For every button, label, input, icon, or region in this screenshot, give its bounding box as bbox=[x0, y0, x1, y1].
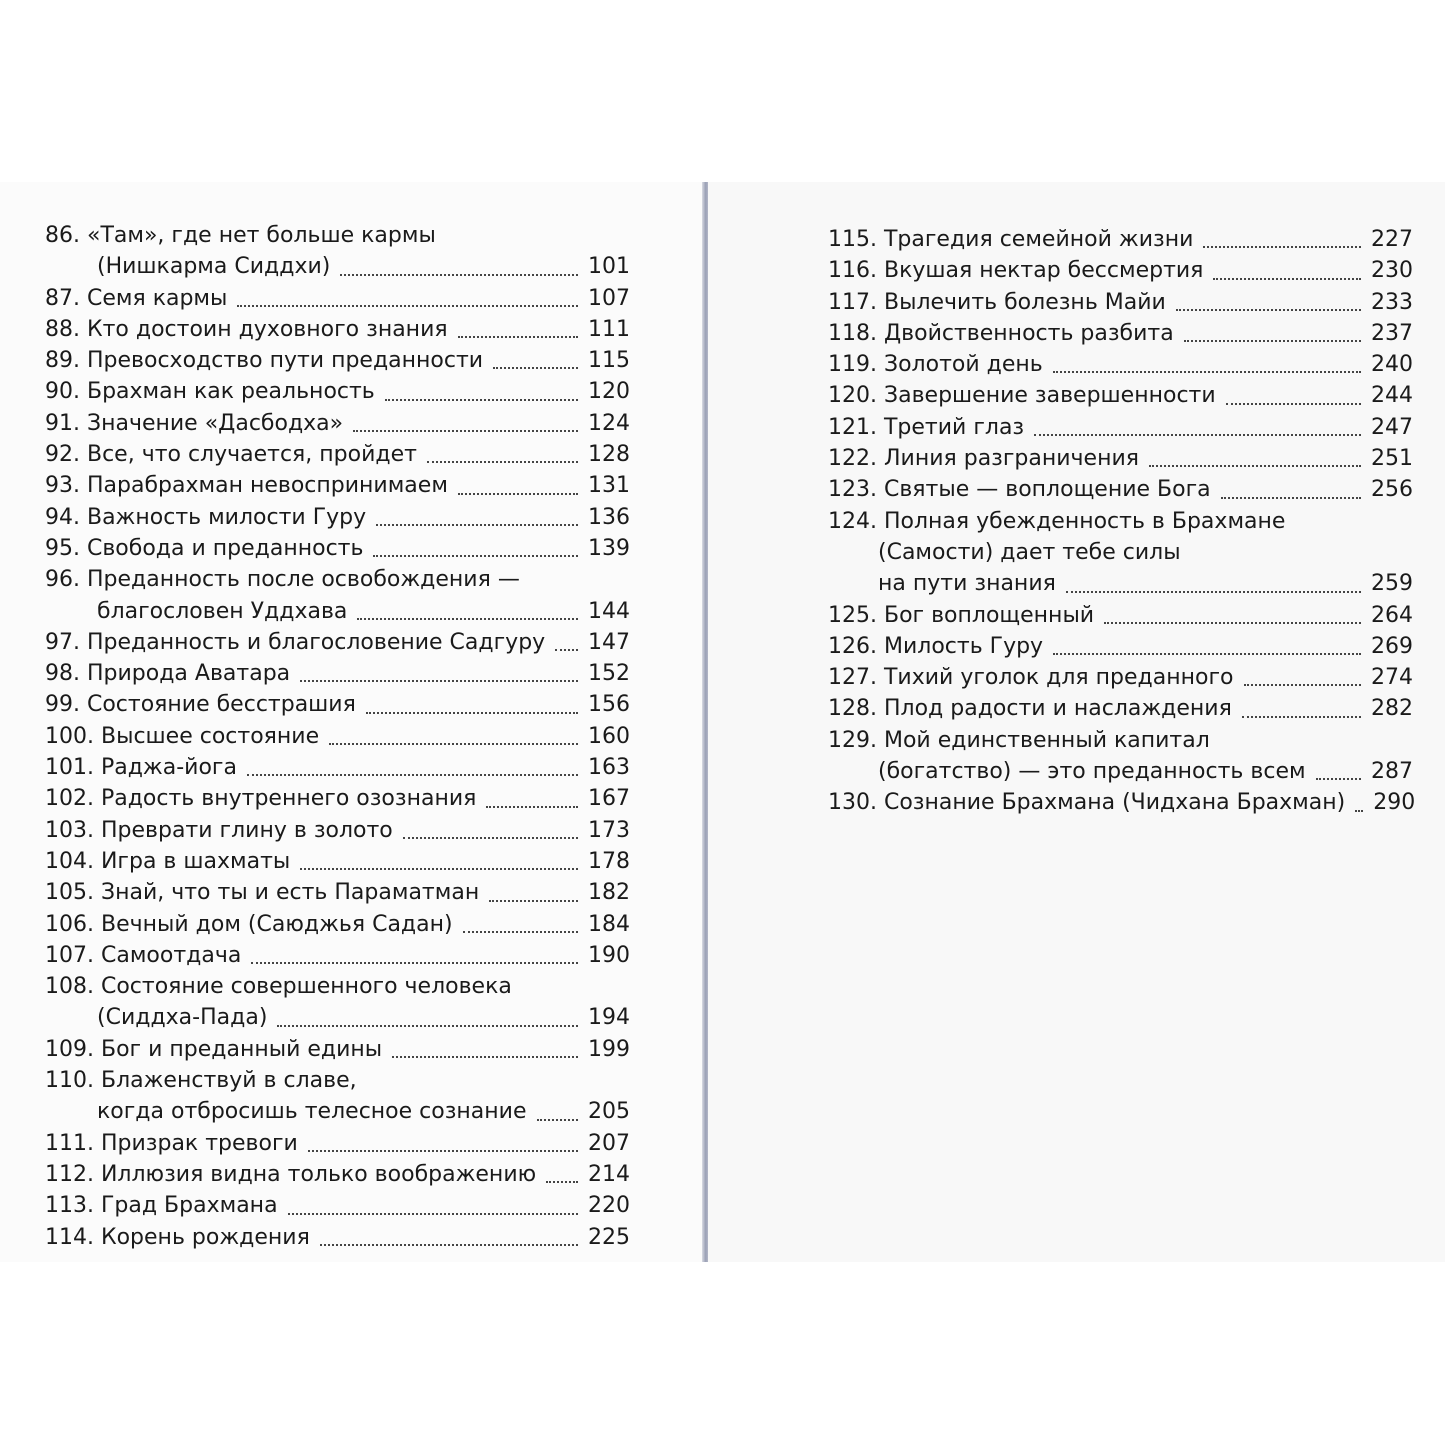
right-page bbox=[708, 182, 1445, 1262]
toc-entry-line bbox=[45, 1128, 630, 1159]
toc-entry-title: 93. Парабрахман невоспринимаем bbox=[45, 473, 448, 499]
dot-leader bbox=[357, 618, 578, 620]
toc-entry bbox=[45, 815, 630, 846]
toc-entry-line bbox=[828, 693, 1413, 724]
toc-entry-title: 110. Блаженствуй в славе, bbox=[45, 1068, 357, 1094]
toc-entry-title: 91. Значение «Дасбодха» bbox=[45, 410, 344, 436]
dot-leader bbox=[1203, 246, 1361, 248]
toc-entry-title: 98. Природа Аватара bbox=[45, 661, 291, 687]
toc-entry-line bbox=[45, 1002, 630, 1033]
toc-entry-title: 108. Состояние совершенного человека bbox=[45, 974, 512, 1000]
dot-leader bbox=[1242, 716, 1361, 718]
toc-entry-line bbox=[45, 909, 630, 940]
toc-entry-title: 88. Кто достоин духовного знания bbox=[45, 316, 448, 342]
toc-page-number: 144 bbox=[588, 598, 630, 624]
toc-entry bbox=[45, 909, 630, 940]
toc-entry bbox=[45, 1128, 630, 1159]
toc-page-number: 264 bbox=[1371, 602, 1413, 628]
toc-page-number: 101 bbox=[588, 254, 630, 280]
toc-entry bbox=[45, 1159, 630, 1190]
toc-entry bbox=[45, 1065, 630, 1128]
toc-entry-line bbox=[45, 721, 630, 752]
toc-entry-line bbox=[45, 502, 630, 533]
toc-entry-title: (Самости) дает тебе силы bbox=[878, 539, 1181, 565]
toc-page-number: 287 bbox=[1371, 759, 1413, 785]
toc-entry-line bbox=[45, 627, 630, 658]
toc-entry-line bbox=[45, 815, 630, 846]
toc-entry-line-wrapped bbox=[828, 506, 1413, 537]
toc-entry-title: 89. Превосходство пути преданности bbox=[45, 348, 484, 374]
toc-entry bbox=[828, 349, 1413, 380]
toc-entry-line bbox=[828, 756, 1413, 787]
toc-entry bbox=[45, 283, 630, 314]
dot-leader bbox=[1244, 684, 1362, 686]
dot-leader bbox=[300, 868, 578, 870]
toc-page-number: 244 bbox=[1371, 383, 1413, 409]
toc-entry-line bbox=[45, 376, 630, 407]
dot-leader bbox=[1226, 403, 1361, 405]
toc-entry-line-wrapped bbox=[828, 537, 1413, 568]
toc-entry-title: 111. Призрак тревоги bbox=[45, 1130, 298, 1156]
toc-entry-line bbox=[828, 224, 1413, 255]
table-of-contents-left bbox=[45, 220, 630, 1253]
toc-entry-title: (Нишкарма Сиддхи) bbox=[97, 254, 331, 280]
dot-leader bbox=[1104, 622, 1361, 624]
toc-entry bbox=[45, 220, 630, 283]
toc-entry bbox=[45, 564, 630, 627]
toc-entry-title: 123. Святые — воплощение Бога bbox=[828, 477, 1211, 503]
toc-entry bbox=[828, 380, 1413, 411]
toc-page-number: 163 bbox=[588, 755, 630, 781]
toc-entry-title: 120. Завершение завершенности bbox=[828, 383, 1216, 409]
dot-leader bbox=[288, 1213, 578, 1215]
toc-page-number: 115 bbox=[588, 348, 630, 374]
left-page bbox=[0, 182, 704, 1262]
toc-entry-title: 125. Бог воплощенный bbox=[828, 602, 1095, 628]
toc-page-number: 124 bbox=[588, 410, 630, 436]
toc-page-number: 152 bbox=[588, 661, 630, 687]
toc-entry-line bbox=[828, 568, 1413, 599]
toc-page-number: 269 bbox=[1371, 633, 1413, 659]
dot-leader bbox=[463, 931, 578, 933]
dot-leader bbox=[340, 274, 578, 276]
toc-entry-line bbox=[828, 787, 1416, 818]
toc-entry-line bbox=[828, 662, 1413, 693]
toc-entry-line bbox=[45, 877, 630, 908]
toc-entry bbox=[45, 470, 630, 501]
toc-page-number: 167 bbox=[588, 786, 630, 812]
toc-entry bbox=[45, 971, 630, 1034]
dot-leader bbox=[1053, 371, 1361, 373]
toc-entry bbox=[45, 1190, 630, 1221]
toc-entry-title: 106. Вечный дом (Саюджья Садан) bbox=[45, 911, 453, 937]
toc-entry-title: 90. Брахман как реальность bbox=[45, 379, 375, 405]
toc-entry-line bbox=[45, 752, 630, 783]
toc-entry-line-wrapped bbox=[828, 725, 1413, 756]
toc-entry bbox=[828, 224, 1413, 255]
toc-entry bbox=[45, 408, 630, 439]
toc-entry-line bbox=[45, 1159, 630, 1190]
dot-leader bbox=[320, 1244, 578, 1246]
dot-leader bbox=[237, 305, 578, 307]
dot-leader bbox=[1176, 309, 1361, 311]
toc-entry bbox=[45, 658, 630, 689]
toc-page-number: 247 bbox=[1371, 414, 1413, 440]
toc-entry-title: 103. Преврати глину в золото bbox=[45, 817, 393, 843]
toc-entry bbox=[828, 255, 1413, 286]
dot-leader bbox=[489, 900, 578, 902]
dot-leader bbox=[403, 837, 578, 839]
toc-entry bbox=[828, 443, 1413, 474]
toc-entry-line bbox=[45, 533, 630, 564]
dot-leader bbox=[1053, 653, 1361, 655]
toc-entry-title: 119. Золотой день bbox=[828, 352, 1043, 378]
toc-entry bbox=[45, 689, 630, 720]
book-spread bbox=[0, 182, 1445, 1262]
toc-entry-line-wrapped bbox=[45, 564, 630, 595]
toc-entry-line bbox=[45, 846, 630, 877]
dot-leader bbox=[308, 1150, 578, 1152]
toc-entry bbox=[45, 439, 630, 470]
toc-entry-line bbox=[45, 596, 630, 627]
toc-entry bbox=[45, 846, 630, 877]
dot-leader bbox=[385, 399, 578, 401]
toc-entry bbox=[45, 752, 630, 783]
toc-entry-title: 117. Вылечить болезнь Майи bbox=[828, 289, 1166, 315]
toc-entry-title: 105. Знай, что ты и есть Параматман bbox=[45, 880, 480, 906]
dot-leader bbox=[1213, 278, 1361, 280]
dot-leader bbox=[373, 555, 578, 557]
dot-leader bbox=[353, 430, 578, 432]
toc-entry bbox=[828, 412, 1413, 443]
toc-page-number: 136 bbox=[588, 504, 630, 530]
toc-entry-title: 94. Важность милости Гуру bbox=[45, 504, 367, 530]
toc-entry-line bbox=[45, 345, 630, 376]
toc-entry-title: 118. Двойственность разбита bbox=[828, 320, 1174, 346]
toc-page-number: 111 bbox=[588, 316, 630, 342]
toc-page-number: 107 bbox=[588, 285, 630, 311]
toc-entry bbox=[828, 693, 1413, 724]
toc-page-number: 190 bbox=[588, 942, 630, 968]
toc-entry-line bbox=[45, 251, 630, 282]
dot-leader bbox=[1221, 497, 1361, 499]
toc-entry-line bbox=[828, 600, 1413, 631]
toc-entry-line bbox=[45, 940, 630, 971]
toc-entry-line bbox=[45, 439, 630, 470]
toc-entry-line bbox=[45, 470, 630, 501]
toc-page-number: 173 bbox=[588, 817, 630, 843]
toc-page-number: 178 bbox=[588, 848, 630, 874]
toc-entry-line bbox=[828, 631, 1413, 662]
toc-entry-line-wrapped bbox=[45, 971, 630, 1002]
toc-entry bbox=[45, 1222, 630, 1253]
toc-page-number: 194 bbox=[588, 1005, 630, 1031]
toc-page-number: 274 bbox=[1371, 665, 1413, 691]
toc-entry bbox=[828, 506, 1413, 600]
toc-page-number: 199 bbox=[588, 1036, 630, 1062]
dot-leader bbox=[329, 743, 578, 745]
toc-entry-title: 122. Линия разграничения bbox=[828, 446, 1140, 472]
toc-entry-title: 130. Сознание Брахмана (Чидхана Брахман) bbox=[828, 790, 1346, 816]
toc-entry-title: 99. Состояние бесстрашия bbox=[45, 692, 356, 718]
toc-entry bbox=[828, 287, 1413, 318]
toc-entry-line bbox=[828, 255, 1413, 286]
toc-entry-line bbox=[45, 658, 630, 689]
toc-entry bbox=[45, 1034, 630, 1065]
dot-leader bbox=[537, 1119, 579, 1121]
toc-page-number: 256 bbox=[1371, 477, 1413, 503]
toc-entry-title: 129. Мой единственный капитал bbox=[828, 727, 1210, 753]
toc-entry-line bbox=[828, 380, 1413, 411]
dot-leader bbox=[486, 806, 578, 808]
toc-entry bbox=[828, 631, 1413, 662]
toc-entry-title: 112. Иллюзия видна только воображению bbox=[45, 1161, 537, 1187]
toc-entry-line bbox=[45, 1222, 630, 1253]
toc-entry-title: благословен Уддхава bbox=[97, 598, 348, 624]
dot-leader bbox=[555, 649, 578, 651]
toc-entry-title: 116. Вкушая нектар бессмертия bbox=[828, 258, 1204, 284]
toc-entry bbox=[828, 787, 1416, 818]
toc-page-number: 182 bbox=[588, 880, 630, 906]
toc-entry-line bbox=[45, 1096, 630, 1127]
toc-entry-title: 124. Полная убежденность в Брахмане bbox=[828, 508, 1286, 534]
dot-leader bbox=[376, 524, 578, 526]
toc-entry-title: 127. Тихий уголок для преданного bbox=[828, 665, 1234, 691]
dot-leader bbox=[251, 962, 578, 964]
toc-page-number: 205 bbox=[588, 1099, 630, 1125]
toc-entry-title: 121. Третий глаз bbox=[828, 414, 1025, 440]
toc-entry bbox=[828, 725, 1413, 788]
toc-page-number: 237 bbox=[1371, 320, 1413, 346]
dot-leader bbox=[300, 680, 578, 682]
toc-entry-title: 86. «Там», где нет больше кармы bbox=[45, 223, 436, 248]
toc-page-number: 128 bbox=[588, 442, 630, 468]
dot-leader bbox=[366, 712, 578, 714]
toc-entry-title: 92. Все, что случается, пройдет bbox=[45, 442, 417, 468]
toc-page-number: 131 bbox=[588, 473, 630, 499]
toc-page-number: 230 bbox=[1371, 258, 1413, 284]
toc-entry-title: 87. Семя кармы bbox=[45, 285, 228, 311]
toc-page-number: 214 bbox=[588, 1161, 630, 1187]
toc-entry-title: 95. Свобода и преданность bbox=[45, 535, 364, 561]
toc-page-number: 282 bbox=[1371, 696, 1413, 722]
toc-page-number: 259 bbox=[1371, 571, 1413, 597]
toc-entry-title: 114. Корень рождения bbox=[45, 1224, 310, 1250]
dot-leader bbox=[493, 367, 578, 369]
toc-entry-title: 96. Преданность после освобождения — bbox=[45, 567, 520, 593]
toc-entry-title: 107. Самоотдача bbox=[45, 942, 242, 968]
toc-page-number: 290 bbox=[1373, 790, 1416, 816]
toc-entry-line bbox=[828, 474, 1413, 505]
toc-entry-line-wrapped bbox=[45, 1065, 630, 1096]
toc-page-number: 240 bbox=[1371, 352, 1413, 378]
toc-entry bbox=[45, 345, 630, 376]
toc-entry-title: на пути знания bbox=[878, 571, 1056, 597]
dot-leader bbox=[458, 336, 578, 338]
toc-entry-line bbox=[828, 443, 1413, 474]
dot-leader bbox=[247, 774, 578, 776]
dot-leader bbox=[427, 461, 578, 463]
toc-entry-line bbox=[45, 689, 630, 720]
toc-entry bbox=[45, 376, 630, 407]
toc-entry-title: 126. Милость Гуру bbox=[828, 633, 1044, 659]
toc-page-number: 139 bbox=[588, 535, 630, 561]
dot-leader bbox=[277, 1025, 578, 1027]
toc-entry bbox=[45, 533, 630, 564]
toc-entry-title: 101. Раджа-йога bbox=[45, 755, 237, 781]
toc-page-number: 251 bbox=[1371, 446, 1413, 472]
toc-entry bbox=[45, 314, 630, 345]
toc-entry-title: 115. Трагедия семейной жизни bbox=[828, 227, 1194, 252]
toc-entry bbox=[45, 627, 630, 658]
toc-entry-line bbox=[45, 783, 630, 814]
toc-entry bbox=[45, 783, 630, 814]
toc-entry-line bbox=[45, 283, 630, 314]
toc-entry-title: когда отбросишь телесное сознание bbox=[97, 1099, 527, 1125]
toc-entry bbox=[828, 474, 1413, 505]
toc-entry bbox=[828, 662, 1413, 693]
toc-entry-title: (Сиддха-Пада) bbox=[97, 1005, 268, 1031]
toc-entry bbox=[45, 502, 630, 533]
toc-entry-title: 109. Бог и преданный едины bbox=[45, 1036, 383, 1062]
toc-entry-title: (богатство) — это преданность всем bbox=[878, 759, 1306, 785]
toc-page-number: 233 bbox=[1371, 289, 1413, 315]
dot-leader bbox=[392, 1056, 578, 1058]
toc-entry-line bbox=[45, 408, 630, 439]
toc-entry-title: 102. Радость внутреннего озознания bbox=[45, 786, 477, 812]
dot-leader bbox=[1355, 810, 1363, 812]
toc-entry-title: 113. Град Брахмана bbox=[45, 1193, 278, 1219]
toc-page-number: 207 bbox=[588, 1130, 630, 1156]
toc-entry-line bbox=[828, 287, 1413, 318]
toc-entry-title: 100. Высшее состояние bbox=[45, 723, 320, 749]
toc-entry bbox=[828, 600, 1413, 631]
toc-entry bbox=[45, 721, 630, 752]
toc-page-number: 220 bbox=[588, 1193, 630, 1219]
toc-entry-title: 128. Плод радости и наслаждения bbox=[828, 696, 1232, 722]
toc-entry-title: 97. Преданность и благословение Садгуру bbox=[45, 629, 546, 655]
toc-entry-line bbox=[45, 314, 630, 345]
toc-entry-line bbox=[828, 412, 1413, 443]
toc-page-number: 156 bbox=[588, 692, 630, 718]
toc-page-number: 120 bbox=[588, 379, 630, 405]
toc-entry bbox=[45, 940, 630, 971]
dot-leader bbox=[1066, 591, 1361, 593]
dot-leader bbox=[1149, 465, 1361, 467]
dot-leader bbox=[458, 493, 578, 495]
toc-entry-title: 104. Игра в шахматы bbox=[45, 848, 291, 874]
toc-entry-line bbox=[45, 1034, 630, 1065]
dot-leader bbox=[546, 1181, 578, 1183]
dot-leader bbox=[1034, 434, 1361, 436]
toc-entry-line-wrapped bbox=[45, 220, 630, 251]
dot-leader bbox=[1184, 340, 1361, 342]
toc-page-number: 227 bbox=[1371, 227, 1413, 252]
toc-page-number: 147 bbox=[588, 629, 630, 655]
toc-page-number: 160 bbox=[588, 723, 630, 749]
toc-page-number: 184 bbox=[588, 911, 630, 937]
table-of-contents-right bbox=[828, 224, 1416, 819]
toc-entry-line bbox=[45, 1190, 630, 1221]
toc-page-number: 225 bbox=[588, 1224, 630, 1250]
toc-entry-line bbox=[828, 349, 1413, 380]
toc-entry bbox=[828, 318, 1413, 349]
toc-entry bbox=[45, 877, 630, 908]
toc-entry-line bbox=[828, 318, 1413, 349]
dot-leader bbox=[1316, 778, 1361, 780]
